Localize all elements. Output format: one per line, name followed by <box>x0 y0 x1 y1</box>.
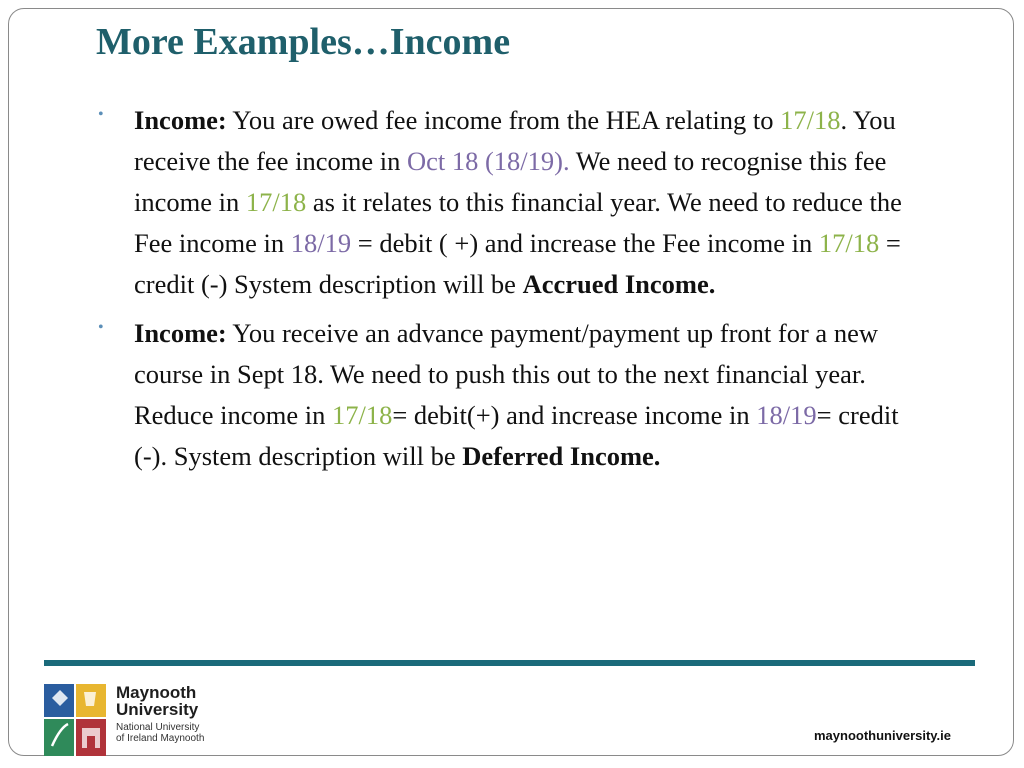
year-highlight: 17/18 <box>818 228 880 258</box>
slide-title: More Examples…Income <box>96 21 511 63</box>
year-highlight: 18/19 <box>756 400 817 430</box>
year-highlight: Oct 18 (18/19). <box>406 146 570 176</box>
logo-sub-line-2: of Ireland Maynooth <box>116 733 205 744</box>
logo-line-2: University <box>116 700 199 719</box>
bullet-item-deferred <box>96 313 926 477</box>
year-highlight: 17/18 <box>780 105 841 135</box>
bullet-lead: Income: <box>134 105 227 135</box>
crest-icon <box>44 684 106 756</box>
website-url: maynoothuniversity.ie <box>814 728 952 743</box>
bullet-dot-icon: • <box>98 106 104 123</box>
text-run: = credit (-) System description will be <box>134 228 901 299</box>
text-run: . You receive the fee income in <box>134 105 896 176</box>
text-run: = debit ( +) and increase the Fee income in <box>351 228 819 258</box>
system-description: Deferred Income. <box>462 441 661 471</box>
logo-line-1: Maynooth <box>116 683 197 702</box>
slide-body <box>96 100 926 485</box>
university-logo <box>44 684 214 756</box>
year-highlight: 17/18 <box>245 187 307 217</box>
logo-wordmark <box>116 684 198 718</box>
bullet-lead: Income: <box>134 318 227 348</box>
bullet-text <box>134 313 926 477</box>
text-run: You receive an advance payment/payment up front for a new course in Sept 18. We need to push this out to the next financial year. Reduce income in <box>134 318 878 430</box>
text-run: = credit (-). System description will be <box>134 400 899 471</box>
year-highlight: 18/19 <box>290 228 352 258</box>
footer-divider <box>44 660 975 666</box>
bullet-item-accrued <box>96 100 926 305</box>
bullet-text <box>134 100 926 305</box>
text-run: = debit(+) and increase income in <box>392 400 757 430</box>
text-run: We need to recognise this fee income in <box>134 146 887 217</box>
text-run: You are owed fee income from the HEA relating to <box>226 105 781 135</box>
system-description: Accrued Income. <box>522 269 716 299</box>
logo-subtitle <box>116 722 204 744</box>
logo-sub-line-1: National University <box>116 722 200 733</box>
bullet-dot-icon: • <box>98 319 104 336</box>
text-run: as it relates to this financial year. We need to reduce the Fee income in <box>134 187 902 258</box>
year-highlight: 17/18 <box>331 400 393 430</box>
